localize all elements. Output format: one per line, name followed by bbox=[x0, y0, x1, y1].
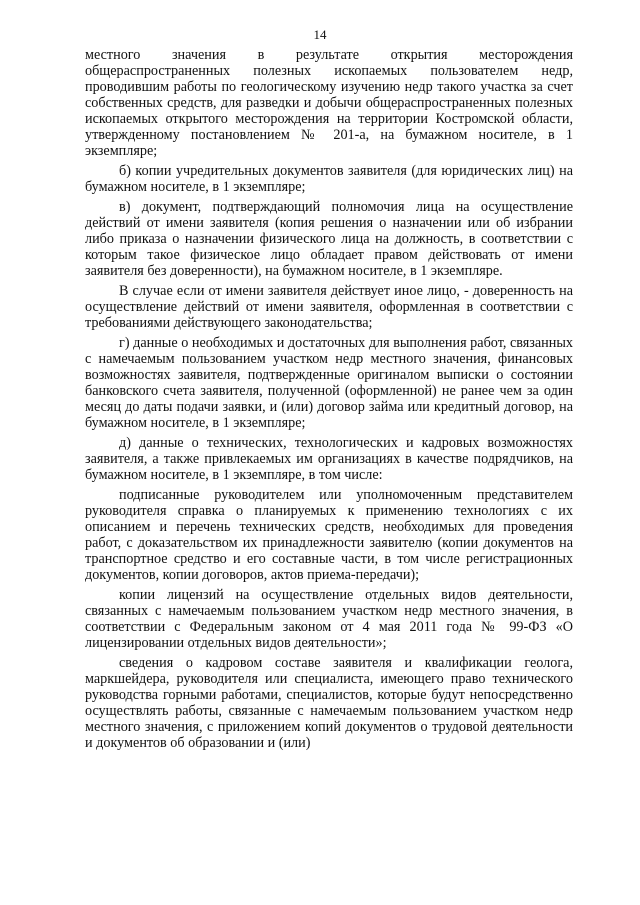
document-body bbox=[85, 47, 573, 755]
page-number: 14 bbox=[313, 27, 327, 42]
paragraph-staff-info: сведения о кадровом составе заявителя и квалификации геолога, маркшейдера, руководителя или специалиста, имеющего право технического руководства горными работами, специалистов, которые будут непосредственно осуществлять работы, связанные с намечаемым пользованием участком недр местного значения, с приложением копий документов о трудовой деятельности и документов об образовании и (или) bbox=[85, 655, 573, 751]
paragraph-technology-certificate: подписанные руководителем или уполномоченным представителем руководителя справка о планируемых к применению технологиях с их описанием и перечень технических средств, необходимых для проведения работ, с доказательством их принадлежности заявителю (копии документов на транспортное средство и его составные части, в том числе регистрационных документов, копии договоров, актов приема-передачи); bbox=[85, 487, 573, 583]
paragraph-licenses: копии лицензий на осуществление отдельных видов деятельности, связанных с намечаемым пользованием участком недр местного значения, в соответствии с Федеральным законом от 4 мая 2011 года № 99-ФЗ «О лицензировании отдельных видов деятельности»; bbox=[85, 587, 573, 651]
paragraph-proxy-case: В случае если от имени заявителя действует иное лицо, - доверенность на осуществление действий от имени заявителя, оформленная в соответствии с требованиями действующего законодательства; bbox=[85, 283, 573, 331]
paragraph-item-v: в) документ, подтверждающий полномочия лица на осуществление действий от имени заявителя (копия решения о назначении или об избрании либо приказа о назначении физического лица на должность, в соответствии с которым такое физическое лицо обладает правом действовать от имени заявителя без доверенности), на бумажном носителе, в 1 экземпляре. bbox=[85, 199, 573, 279]
paragraph-item-g: г) данные о необходимых и достаточных для выполнения работ, связанных с намечаемым пользованием участком недр местного значения, финансовых возможностях заявителя, подтвержденные оригиналом выписки о состоянии банковского счета заявителя, полученной (оформленной) не ранее чем за один месяц до даты подачи заявки, и (или) договор займа или кредитный договор, на бумажном носителе, в 1 экземпляре; bbox=[85, 335, 573, 431]
paragraph-continuation: местного значения в результате открытия месторождения общераспространенных полезных ископаемых пользователем недр, проводившим работы по геологическому изучению недр такого участка за счет собственных средств, для разведки и добычи общераспространенных полезных ископаемых открытого месторождения на территории Костромской области, утвержденному постановлением № 201-а, на бумажном носителе, в 1 экземпляре; bbox=[85, 47, 573, 159]
paragraph-item-d: д) данные о технических, технологических и кадровых возможностях заявителя, а также привлекаемых им организациях в качестве подрядчиков, на бумажном носителе, в 1 экземпляре, в том числе: bbox=[85, 435, 573, 483]
paragraph-item-b: б) копии учредительных документов заявителя (для юридических лиц) на бумажном носителе, в 1 экземпляре; bbox=[85, 163, 573, 195]
